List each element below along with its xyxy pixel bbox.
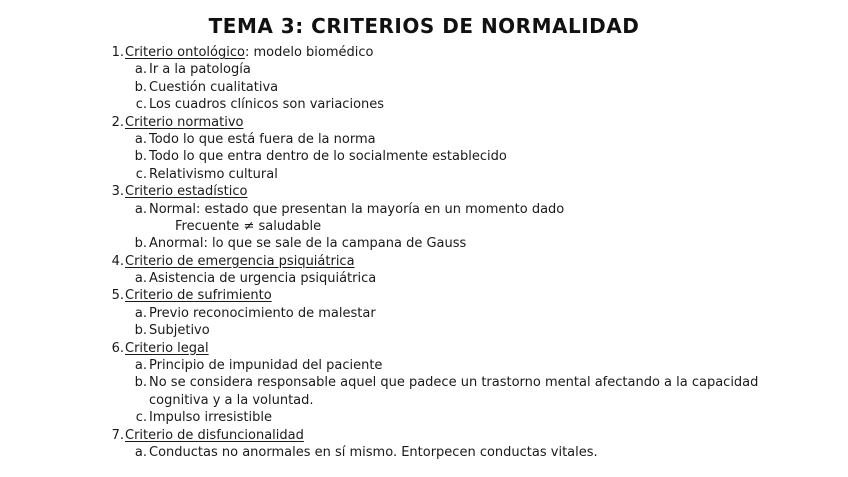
sub-item [0, 444, 848, 461]
criteria-outline [0, 44, 848, 461]
sub-item-note-text: Frecuente ≠ saludable [175, 218, 322, 234]
sub-item-letter: b. [134, 236, 147, 252]
list-item [0, 183, 848, 200]
sub-item-letter: b. [134, 375, 147, 391]
sub-item-continuation-text: cognitiva y a la voluntad. [149, 392, 314, 408]
sub-item-letter: a. [134, 131, 147, 147]
item-number: 4. [111, 253, 124, 269]
item-heading: Criterio normativo [125, 114, 244, 130]
item-number: 6. [111, 340, 124, 356]
sub-item [0, 235, 848, 252]
list-item [0, 340, 848, 357]
sub-item-text: Los cuadros clínicos son variaciones [149, 97, 385, 113]
sub-item-letter: b. [134, 79, 147, 95]
sub-item-continuation [0, 392, 848, 409]
item-number: 2. [111, 114, 124, 130]
sub-item-letter: c. [135, 410, 147, 426]
sub-item [0, 357, 848, 374]
sub-item-letter: a. [134, 358, 147, 374]
sub-item [0, 201, 848, 218]
sub-item-letter: a. [134, 271, 147, 287]
sub-item-text: No se considera responsable aquel que padece un trastorno mental afectando a la capacidad [149, 375, 759, 391]
sub-item-letter: b. [134, 149, 147, 165]
list-item [0, 287, 848, 304]
sub-item-letter: c. [135, 97, 147, 113]
sub-item-text: Relativismo cultural [149, 166, 278, 182]
list-item [0, 253, 848, 270]
sub-item [0, 270, 848, 287]
sub-item-text: Impulso irresistible [149, 410, 272, 426]
sub-item [0, 148, 848, 165]
sub-item-letter: a. [134, 305, 147, 321]
item-number: 7. [111, 427, 124, 443]
list-item [0, 427, 848, 444]
sub-item [0, 322, 848, 339]
sub-item-text: Previo reconocimiento de malestar [149, 305, 376, 321]
sub-item-letter: a. [134, 62, 147, 78]
item-heading: Criterio legal [125, 340, 209, 356]
sub-item [0, 96, 848, 113]
sub-item [0, 61, 848, 78]
item-heading: Criterio de sufrimiento [125, 288, 272, 304]
sub-item [0, 131, 848, 148]
sub-item-letter: a. [134, 201, 147, 217]
sub-item-text: Todo lo que está fuera de la norma [149, 131, 376, 147]
sub-item-text: Anormal: lo que se sale de la campana de Gauss [149, 236, 467, 252]
sub-item [0, 409, 848, 426]
list-item [0, 114, 848, 131]
item-heading: Criterio estadístico [125, 184, 248, 200]
sub-item-text: Todo lo que entra dentro de lo socialmente establecido [149, 149, 507, 165]
sub-item-text: Normal: estado que presentan la mayoría en un momento dado [149, 201, 565, 217]
item-heading-suffix: : modelo biomédico [244, 45, 374, 60]
sub-item-text: Conductas no anormales en sí mismo. Entorpecen conductas vitales. [149, 444, 598, 460]
sub-item-text: Principio de impunidad del paciente [149, 358, 383, 374]
item-heading: Criterio de emergencia psiquiátrica [125, 253, 355, 269]
sub-item [0, 305, 848, 322]
sub-item-text: Subjetivo [149, 323, 210, 339]
sub-item [0, 79, 848, 96]
sub-item-text: Cuestión cualitativa [149, 79, 279, 95]
sub-item [0, 166, 848, 183]
sub-item-text: Asistencia de urgencia psiquiátrica [149, 271, 377, 287]
item-number: 3. [111, 184, 124, 200]
item-heading: Criterio de disfuncionalidad [125, 427, 304, 443]
sub-item-letter: b. [134, 323, 147, 339]
sub-item-letter: a. [134, 444, 147, 460]
sub-item-letter: c. [135, 166, 147, 182]
sub-item [0, 374, 848, 391]
page-title: TEMA 3: CRITERIOS DE NORMALIDAD [208, 14, 640, 38]
sub-item-note [0, 218, 848, 235]
item-number: 1. [111, 45, 124, 60]
item-heading: Criterio ontológico [125, 45, 245, 60]
sub-item-text: Ir a la patología [149, 62, 251, 78]
list-item [0, 44, 848, 61]
item-number: 5. [111, 288, 124, 304]
